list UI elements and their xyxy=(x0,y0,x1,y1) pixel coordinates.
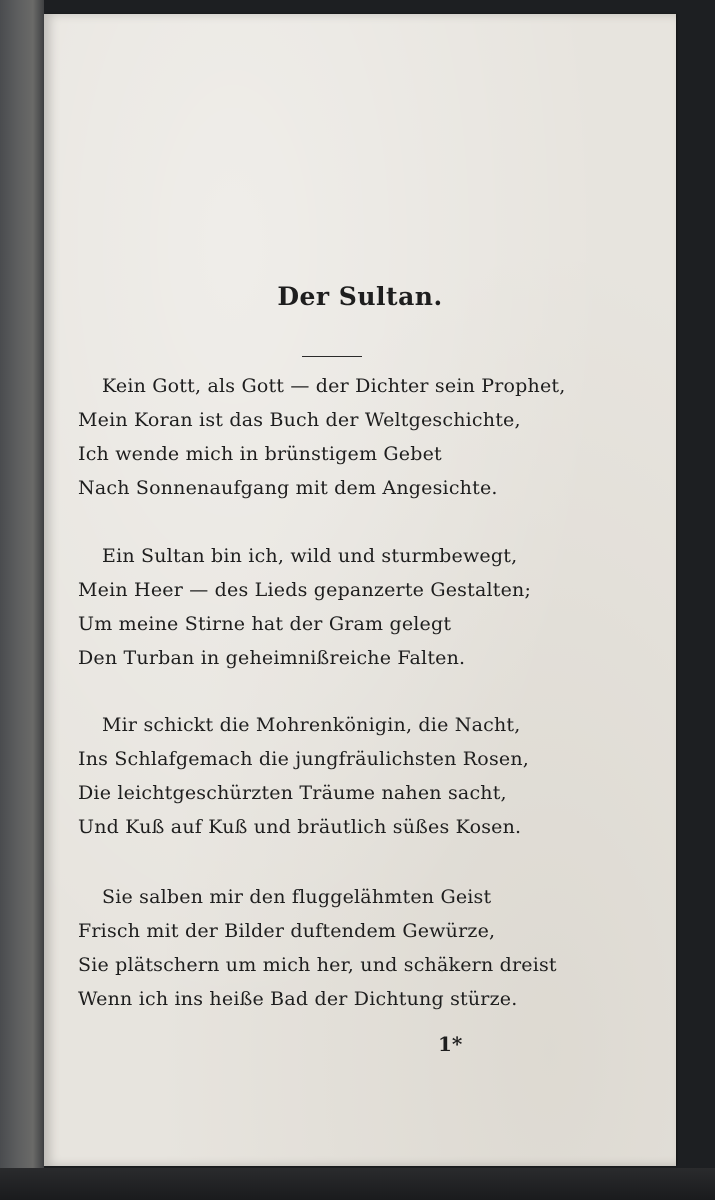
verse-line: Ein Sultan bin ich, wild und sturmbewegt, xyxy=(102,545,518,567)
poem-title: Der Sultan. xyxy=(277,282,443,311)
verse-line: Den Turban in geheimnißreiche Falten. xyxy=(78,647,466,669)
book-page xyxy=(44,14,676,1166)
stanza-1 xyxy=(78,369,648,505)
verse-line: Wenn ich ins heiße Bad der Dichtung stürze. xyxy=(78,988,518,1010)
verse-line: Nach Sonnenaufgang mit dem Angesichte. xyxy=(78,477,498,499)
book-cover-bottom xyxy=(0,1168,715,1200)
verse-line: Um meine Stirne hat der Gram gelegt xyxy=(78,613,452,635)
verse-line: Sie plätschern um mich her, und schäkern dreist xyxy=(78,954,557,976)
verse-line: Die leichtgeschürzten Träume nahen sacht, xyxy=(78,782,507,804)
verse-line: Mein Koran ist das Buch der Weltgeschichte, xyxy=(78,409,521,431)
stanza-3 xyxy=(78,708,648,844)
verse-line: Ins Schlafgemach die jungfräulichsten Rosen, xyxy=(78,748,530,770)
stanza-2 xyxy=(78,539,648,675)
book-cover-edge xyxy=(0,0,44,1200)
verse-line: Mir schickt die Mohrenkönigin, die Nacht, xyxy=(102,714,521,736)
stanza-4 xyxy=(78,880,648,1016)
verse-line: Ich wende mich in brünstigem Gebet xyxy=(78,443,442,465)
verse-line: Mein Heer — des Lieds gepanzerte Gestalten; xyxy=(78,579,532,601)
verse-line: Sie salben mir den fluggelähmten Geist xyxy=(102,886,492,908)
verse-line: Und Kuß auf Kuß und bräutlich süßes Kosen. xyxy=(78,816,522,838)
verse-line: Frisch mit der Bilder duftendem Gewürze, xyxy=(78,920,496,942)
sheet-signature-mark: 1* xyxy=(438,1032,463,1056)
title-rule xyxy=(302,356,362,357)
verse-line: Kein Gott, als Gott — der Dichter sein Prophet, xyxy=(102,375,566,397)
